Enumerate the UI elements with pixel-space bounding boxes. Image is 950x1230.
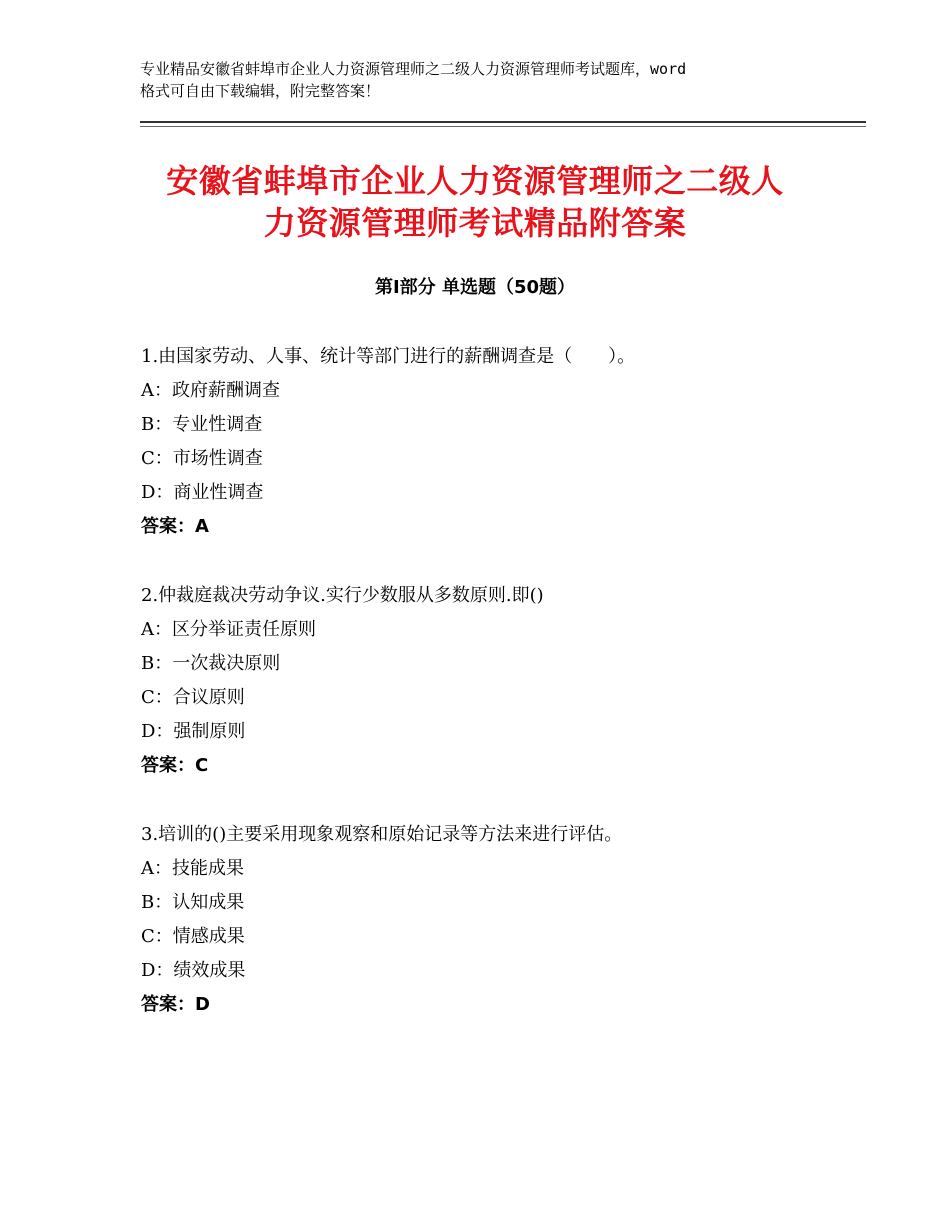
- question-3: [141, 818, 861, 1022]
- document-title-line-2: 力资源管理师考试精品附答案: [263, 204, 687, 242]
- option-a: A：政府薪酬调查: [141, 380, 280, 401]
- question-stem: 1.由国家劳动、人事、统计等部门进行的薪酬调查是（ ）。: [141, 346, 636, 367]
- option-a: A：技能成果: [141, 858, 244, 879]
- option-b: B：一次裁决原则: [141, 653, 281, 674]
- section-heading: 第Ⅰ部分 单选题（50题）: [374, 277, 575, 298]
- option-d: D：强制原则: [141, 721, 246, 742]
- question-1: [141, 340, 861, 544]
- header-note-line-1: 专业精品安徽省蚌埠市企业人力资源管理师之二级人力资源管理师考试题库，word: [140, 60, 687, 78]
- header-note-line-2: 格式可自由下载编辑，附完整答案！: [140, 82, 381, 100]
- option-c: C：情感成果: [141, 926, 245, 947]
- answer-key: 答案：A: [141, 516, 209, 537]
- question-2: [141, 579, 861, 783]
- header-divider-thin: [140, 126, 866, 127]
- header-divider: [140, 121, 866, 123]
- option-b: B：专业性调查: [141, 414, 263, 435]
- answer-key: 答案：D: [141, 994, 210, 1015]
- document-title: [130, 160, 820, 244]
- question-stem: 3.培训的()主要采用现象观察和原始记录等方法来进行评估。: [141, 824, 623, 845]
- header-note: [140, 58, 830, 102]
- question-stem: 2.仲裁庭裁决劳动争议.实行少数服从多数原则.即(): [141, 585, 544, 606]
- option-d: D：商业性调查: [141, 482, 264, 503]
- document-title-line-1: 安徽省蚌埠市企业人力资源管理师之二级人: [166, 162, 784, 200]
- answer-key: 答案：C: [141, 755, 209, 776]
- option-a: A：区分举证责任原则: [141, 619, 316, 640]
- option-d: D：绩效成果: [141, 960, 246, 981]
- option-c: C：合议原则: [141, 687, 245, 708]
- option-c: C：市场性调查: [141, 448, 263, 469]
- option-b: B：认知成果: [141, 892, 245, 913]
